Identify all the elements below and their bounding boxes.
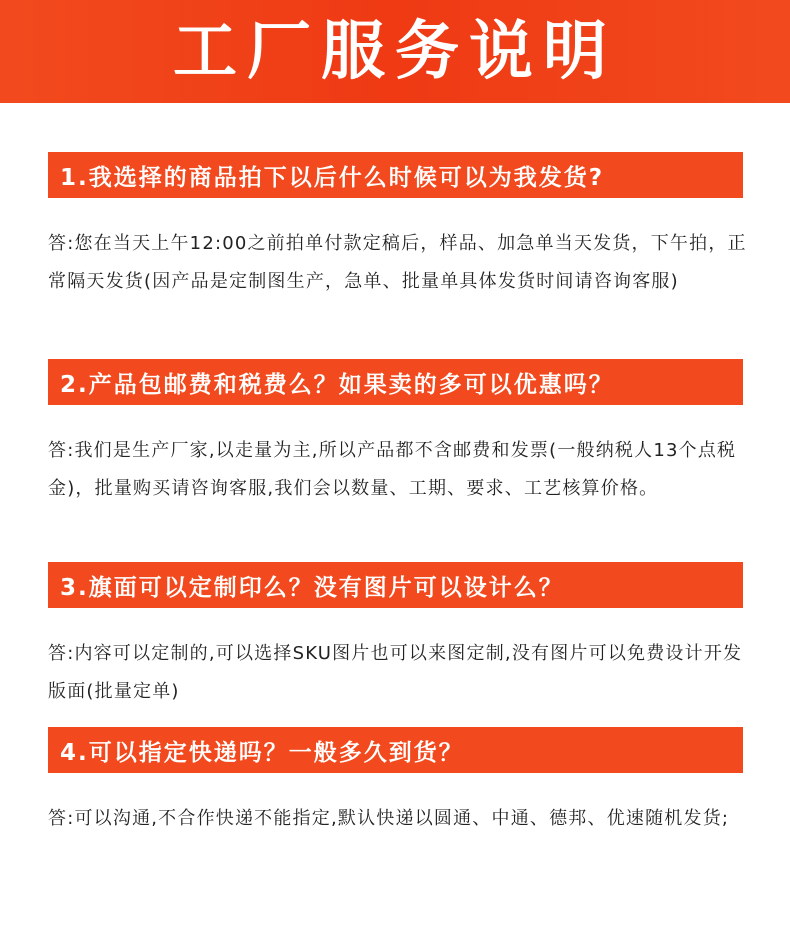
question-text: 1.我选择的商品拍下以后什么时候可以为我发货? — [60, 164, 605, 191]
answer-text: 答:我们是生产厂家,以走量为主,所以产品都不含邮费和发票(一般纳税人13个点税金)，批量购买请咨询客服,我们会以数量、工期、要求、工艺核算价格。 — [48, 440, 737, 499]
question-text: 3.旗面可以定制印么？没有图片可以设计么？ — [60, 574, 564, 601]
question-text: 4.可以指定快递吗？一般多久到货？ — [60, 739, 464, 766]
page-title: 工厂服务说明 — [173, 14, 617, 89]
answer-text: 答:您在当天上午12:00之前拍单付款定稿后，样品、加急单当天发货，下午拍，正常隔天发货(因产品是定制图生产，急单、批量单具体发货时间请咨询客服) — [48, 233, 747, 292]
question-bar-1 — [48, 152, 743, 198]
question-bar-4 — [48, 727, 743, 773]
header-banner — [0, 0, 790, 103]
question-text: 2.产品包邮费和税费么？如果卖的多可以优惠吗？ — [60, 371, 614, 398]
question-bar-2 — [48, 359, 743, 405]
answer-text: 答:内容可以定制的,可以选择SKU图片也可以来图定制,没有图片可以免费设计开发版面(批量定单) — [48, 643, 743, 702]
answer-text: 答:可以沟通,不合作快递不能指定,默认快递以圆通、中通、德邦、优速随机发货; — [48, 808, 730, 829]
question-bar-3 — [48, 562, 743, 608]
